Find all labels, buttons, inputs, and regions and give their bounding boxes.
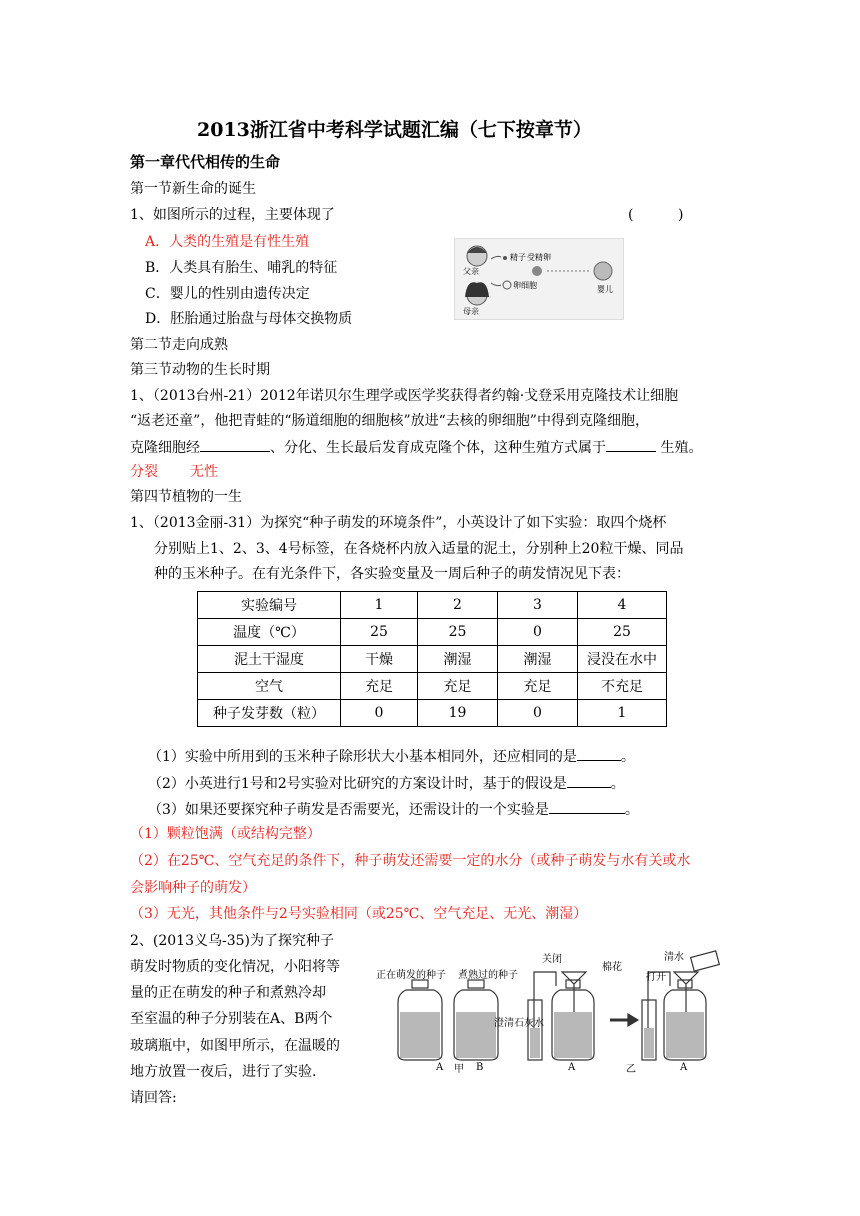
question-text: 至室温的种子分别装在A、B两个 (130, 1011, 333, 1027)
chapter-heading: 第一章代代相传的生命 (130, 153, 281, 171)
question-stem: 1、如图所示的过程，主要体现了 (130, 207, 335, 223)
table-cell: 2 (418, 592, 498, 619)
text-segment: 。 (624, 802, 639, 818)
table-cell: 0 (498, 619, 578, 646)
answer-text: 无性 (190, 464, 218, 480)
label-jar-a3: A (680, 1062, 688, 1073)
label-zygote: 受精卵 (527, 253, 551, 262)
section-heading: 第三节动物的生长时期 (130, 362, 270, 378)
section-heading: 第四节植物的一生 (130, 489, 242, 505)
text-segment: 克隆细胞经 (130, 440, 200, 456)
label-cotton: 棉花 (602, 962, 622, 973)
experiment-table (197, 591, 667, 727)
table-cell: 0 (341, 700, 418, 727)
table-cell: 25 (341, 619, 418, 646)
question-text: 量的正在萌发的种子和煮熟冷却 (130, 985, 326, 1001)
question-text: 1、（2013金丽-31）为探究“种子萌发的环境条件”，小英设计了如下实验：取四个烧杯 (130, 515, 667, 531)
answer-text: （2）在25℃、空气充足的条件下，种子萌发还需要一定的水分（或种子萌发与水有关或水 (130, 853, 691, 869)
table-cell: 充足 (418, 673, 498, 700)
sub-question (148, 746, 635, 766)
table-cell: 1 (578, 700, 667, 727)
table-row (198, 700, 667, 727)
table-row (198, 673, 667, 700)
option-c: C．婴儿的性别由遗传决定 (145, 286, 310, 302)
table-cell: 25 (418, 619, 498, 646)
table-row (198, 646, 667, 673)
question-text: 种的玉米种子。在有光条件下，各实验变量及一周后种子的萌发情况见下表： (154, 566, 630, 582)
answer-bracket: ( ) (628, 207, 684, 223)
answer-text: （1）颗粒饱满（或结构完整） (130, 826, 321, 842)
label-jar-a2: A (568, 1062, 576, 1073)
seed-experiment-diagram (370, 950, 730, 1076)
reproduction-figure (454, 238, 624, 320)
question-prompt: 请回答: (130, 1090, 177, 1106)
table-cell: 4 (578, 592, 667, 619)
label-mother: 母亲 (463, 307, 479, 316)
table-cell: 充足 (498, 673, 578, 700)
table-cell: 不充足 (578, 673, 667, 700)
table-cell: 25 (578, 619, 667, 646)
table-cell: 潮湿 (498, 646, 578, 673)
table-cell: 潮湿 (418, 646, 498, 673)
label-yi: 乙 (626, 1064, 636, 1075)
question-text (130, 437, 702, 457)
table-cell: 3 (498, 592, 578, 619)
text-segment: 生殖。 (656, 440, 703, 456)
option-a: A．人类的生殖是有性生殖 (145, 234, 310, 250)
label-jar-b: B (476, 1062, 484, 1073)
label-jar-a: A (436, 1062, 444, 1073)
table-cell: 温度（℃） (198, 619, 341, 646)
question-text: 分别贴上1、2、3、4号标签，在各烧杯内放入适量的泥土，分别种上20粒干燥、同品 (154, 541, 684, 557)
table-row (198, 619, 667, 646)
label-sprouting-seeds: 正在萌发的种子 (376, 970, 446, 981)
label-egg: 卵细胞 (513, 281, 537, 290)
table-cell: 实验编号 (198, 592, 341, 619)
question-text: “返老还童”，他把青蛙的“肠道细胞的细胞核”放进“去核的卵细胞”中得到克隆细胞， (130, 413, 649, 429)
answer-text: （3）无光，其他条件与2号实验相同（或25℃、空气充足、无光、潮湿） (130, 906, 588, 922)
blank-line (200, 437, 270, 452)
text-segment: 。 (620, 749, 635, 765)
label-boiled-seeds: 煮熟过的种子 (458, 970, 518, 981)
table-cell: 空气 (198, 673, 341, 700)
table-row (198, 592, 667, 619)
table-cell: 充足 (341, 673, 418, 700)
answer-text: 分裂 (130, 464, 158, 480)
section-heading: 第一节新生命的诞生 (130, 181, 256, 197)
label-father: 父亲 (463, 267, 479, 276)
table-cell: 0 (498, 700, 578, 727)
label-sperm: 精子 (510, 253, 526, 262)
question-text: 2、(2013义乌-35)为了探究种子 (130, 933, 335, 949)
table-cell: 泥土干湿度 (198, 646, 341, 673)
label-limewater: 澄清石灰水 (494, 1018, 544, 1029)
sub-question (148, 773, 625, 793)
option-b: B．人类具有胎生、哺乳的特征 (145, 260, 338, 276)
label-close: 关闭 (542, 954, 562, 965)
text-segment: 、分化、生长最后发育成克隆个体，这种生殖方式属于 (270, 440, 606, 456)
question-text: 玻璃瓶中，如图甲所示，在温暖的 (130, 1038, 340, 1054)
table-cell: 浸没在水中 (578, 646, 667, 673)
table-cell: 干燥 (341, 646, 418, 673)
table-cell: 种子发芽数（粒） (198, 700, 341, 727)
question-text: 地方放置一夜后，进行了实验. (130, 1064, 317, 1080)
label-water: 清水 (664, 952, 684, 963)
section-heading: 第二节走向成熟 (130, 337, 228, 353)
question-text: 萌发时物质的变化情况，小阳将等 (130, 959, 340, 975)
label-jia: 甲 (454, 1064, 464, 1075)
text-segment: （2）小英进行1号和2号实验对比研究的方案设计时，基于的假设是 (148, 776, 567, 792)
question-text: 1、（2013台州-21）2012年诺贝尔生理学或医学奖获得者约翰·戈登采用克隆技术让细胞 (130, 388, 679, 404)
reproduction-diagram (455, 239, 623, 319)
seed-experiment-figure (370, 950, 730, 1076)
page-title: 2013浙江省中考科学试题汇编（七下按章节） (197, 119, 592, 141)
option-d: D．胚胎通过胎盘与母体交换物质 (145, 311, 353, 327)
text-segment: （3）如果还要探究种子萌发是否需要光，还需设计的一个实验是 (148, 802, 549, 818)
blank-line (549, 799, 625, 814)
blank-line (606, 437, 656, 452)
text-segment: （1）实验中所用到的玉米种子除形状大小基本相同外，还应相同的是 (148, 749, 577, 765)
answer-text: 会影响种子的萌发） (130, 880, 256, 896)
sub-question (148, 799, 639, 819)
label-baby: 婴儿 (597, 285, 613, 294)
blank-line (567, 773, 611, 788)
text-segment: 。 (610, 776, 625, 792)
table-cell: 1 (341, 592, 418, 619)
table-cell: 19 (418, 700, 498, 727)
label-open: 打开 (646, 972, 666, 983)
blank-line (577, 746, 621, 761)
